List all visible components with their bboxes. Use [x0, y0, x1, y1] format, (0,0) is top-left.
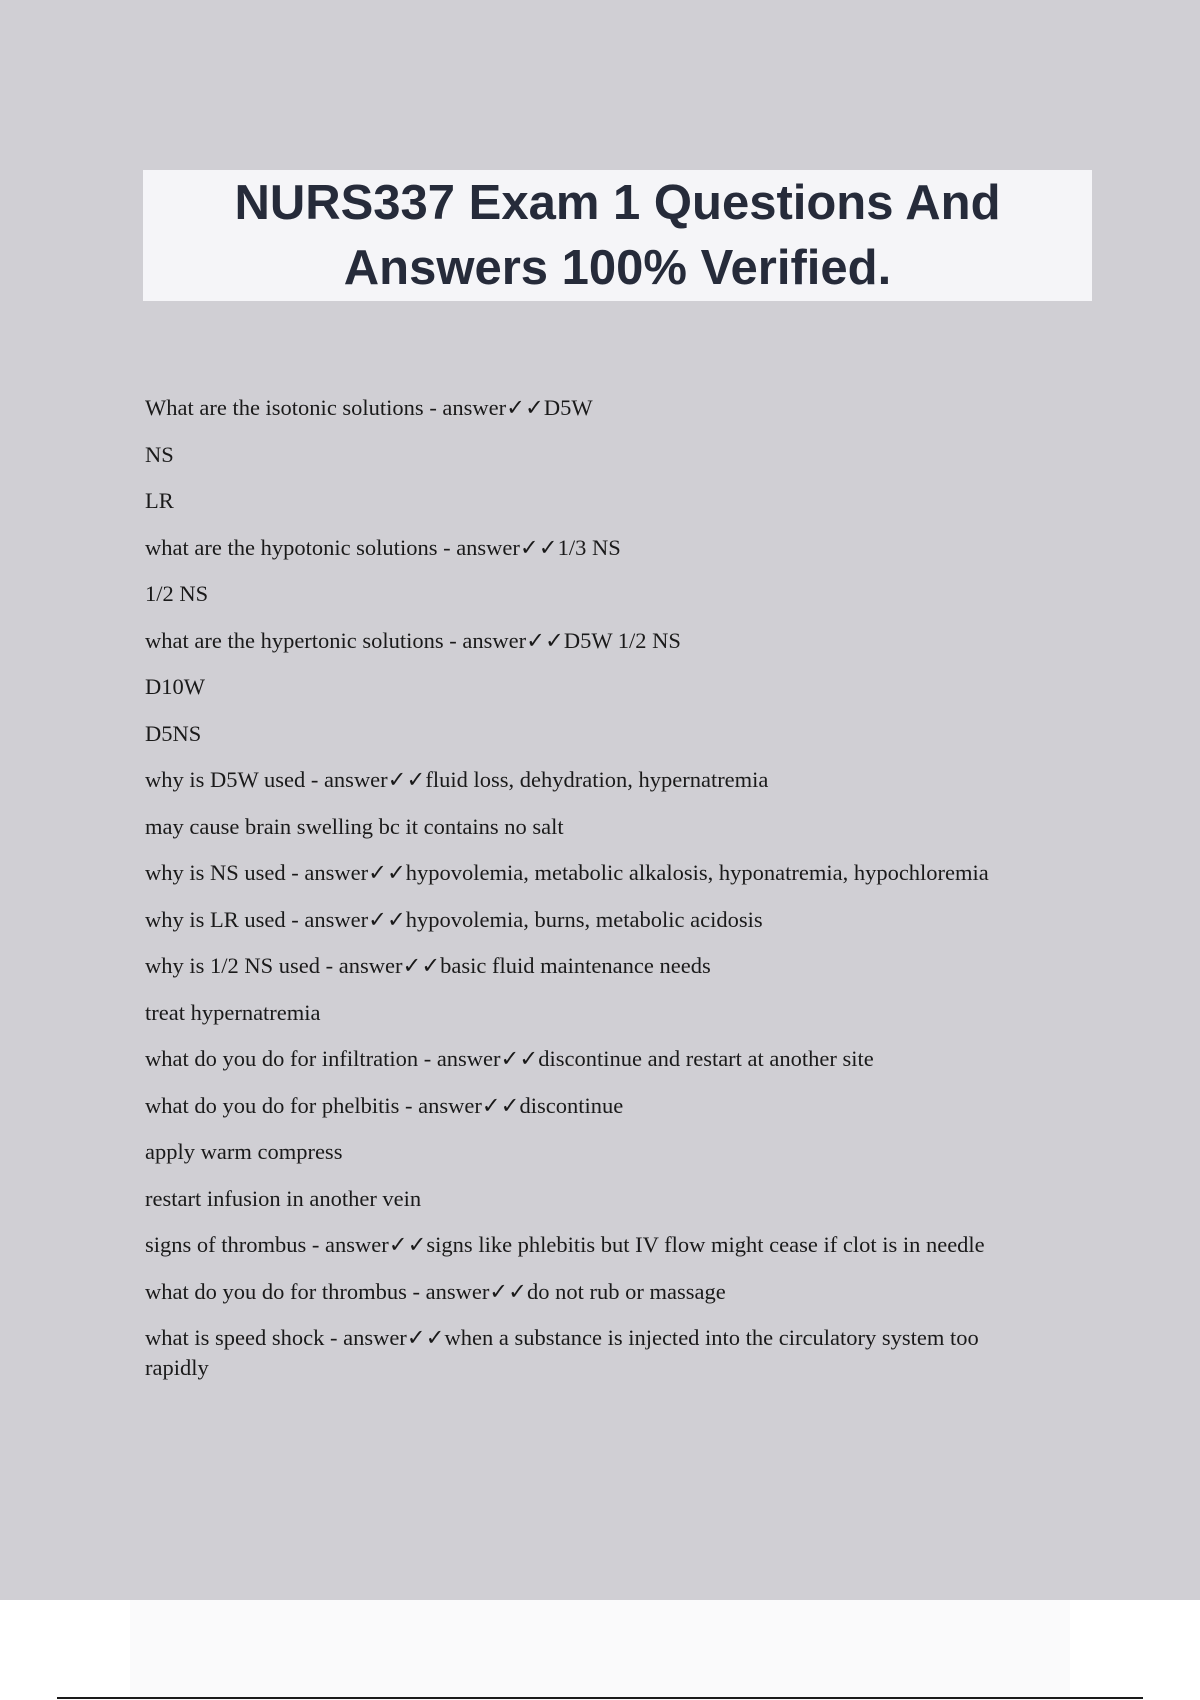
qa-content — [145, 393, 1065, 1383]
qa-question-line: what do you do for infiltration - answer✓✓discontinue and restart at another site — [145, 1046, 874, 1071]
qa-question-line: what are the hypotonic solutions - answer✓✓1/3 NS — [145, 534, 621, 560]
qa-answer-continuation: may cause brain swelling bc it contains no salt — [145, 813, 564, 839]
qa-entry — [145, 1091, 1065, 1214]
qa-question-line: what are the hypertonic solutions - answer✓✓D5W 1/2 NS — [145, 627, 681, 653]
qa-question-line: why is LR used - answer✓✓hypovolemia, burns, metabolic acidosis — [145, 906, 763, 932]
qa-answer-continuation: D5NS — [145, 720, 202, 746]
qa-entry — [145, 1277, 1065, 1307]
next-page-sheet — [130, 1600, 1070, 1700]
qa-entry — [145, 533, 1065, 610]
qa-answer-continuation: restart infusion in another vein — [145, 1185, 422, 1211]
qa-entry — [145, 393, 1065, 516]
qa-answer-continuation: D10W — [145, 674, 205, 699]
qa-answer-continuation: apply warm compress — [145, 1139, 343, 1164]
qa-entry — [145, 765, 1065, 842]
qa-entry — [145, 1044, 1065, 1074]
document-title: NURS337 Exam 1 Questions And Answers 100% Verified. — [234, 175, 1001, 295]
qa-question-line: why is 1/2 NS used - answer✓✓basic fluid maintenance needs — [145, 953, 711, 978]
qa-answer-continuation: rapidly — [145, 1355, 209, 1380]
qa-entry — [145, 905, 1065, 935]
qa-answer-continuation: LR — [145, 488, 174, 513]
qa-entry — [145, 858, 1065, 888]
qa-question-line: what do you do for thrombus - answer✓✓do not rub or massage — [145, 1278, 726, 1304]
qa-entry — [145, 1230, 1065, 1260]
next-page-area — [0, 1600, 1200, 1700]
qa-question-line: what is speed shock - answer✓✓when a substance is injected into the circulatory system too — [145, 1325, 979, 1350]
qa-question-line: why is NS used - answer✓✓hypovolemia, metabolic alkalosis, hyponatremia, hypochloremia — [145, 860, 989, 885]
qa-entry — [145, 626, 1065, 749]
qa-entry — [145, 1323, 1065, 1383]
qa-question-line: why is D5W used - answer✓✓fluid loss, dehydration, hypernatremia — [145, 767, 769, 792]
qa-question-line: signs of thrombus - answer✓✓signs like phlebitis but IV flow might cease if clot is in needle — [145, 1232, 985, 1257]
qa-entry — [145, 951, 1065, 1028]
qa-question-line: what do you do for phelbitis - answer✓✓discontinue — [145, 1092, 624, 1118]
qa-answer-continuation: NS — [145, 441, 174, 467]
qa-question-line: What are the isotonic solutions - answer✓✓D5W — [145, 395, 593, 420]
footer-divider — [57, 1697, 1143, 1699]
qa-answer-continuation: 1/2 NS — [145, 581, 209, 606]
title-banner — [143, 170, 1092, 301]
qa-answer-continuation: treat hypernatremia — [145, 999, 321, 1025]
